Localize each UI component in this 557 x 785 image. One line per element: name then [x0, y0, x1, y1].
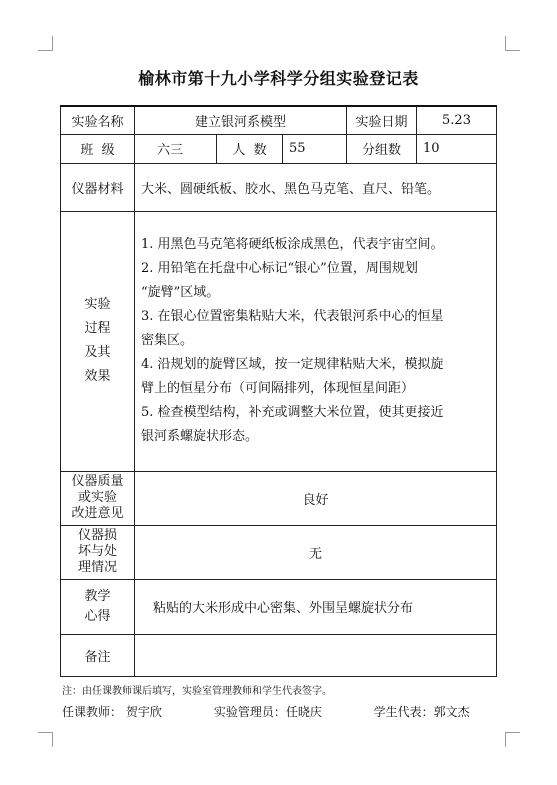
reflection-value: 粘贴的大米形成中心密集、外围呈螺旋状分布 [135, 579, 497, 634]
process-step-line: 3. 在银心位置密集粘贴大米，代表银河系中心的恒星 [141, 309, 444, 324]
materials-label: 仪器材料 [61, 163, 135, 211]
row-damage [61, 525, 497, 579]
process-label-line: 实验 [84, 297, 111, 312]
process-step-line: 臂上的恒星分布（可间隔排列，体现恒星间距） [141, 381, 415, 396]
row-quality [61, 471, 497, 525]
student-rep-signature: 学生代表：郭文杰 [373, 705, 470, 719]
remarks-value [135, 634, 497, 676]
experiment-name-label: 实验名称 [61, 106, 135, 134]
crop-mark-bottom-left [38, 732, 53, 747]
registration-table [60, 105, 497, 677]
experiment-date-label: 实验日期 [347, 106, 417, 134]
people-count-label: 人 数 [217, 134, 283, 163]
damage-value: 无 [135, 525, 497, 579]
group-count-value: 10 [417, 134, 497, 163]
remarks-label: 备注 [61, 634, 135, 676]
teacher-signature: 任课教师： 贺宇欣 [62, 705, 162, 719]
process-step-line: 1. 用黑色马克笔将硬纸板涂成黑色，代表宇宙空间。 [141, 237, 444, 252]
process-step-line: 5. 检查模型结构，补充或调整大米位置，使其更接近 [141, 405, 444, 420]
crop-mark-top-right [505, 36, 520, 51]
crop-mark-bottom-right [505, 732, 520, 747]
process-steps [135, 211, 497, 471]
process-step-line: 4. 沿规划的旋臂区域，按一定规律粘贴大米，模拟旋 [141, 357, 444, 372]
people-count-value: 55 [283, 134, 347, 163]
damage-label-line: 理情况 [77, 560, 117, 575]
process-label-line: 效果 [84, 369, 111, 384]
process-step-line: 银河系螺旋状形态。 [141, 429, 259, 444]
damage-label [61, 525, 135, 579]
experiment-date-value: 5.23 [417, 106, 497, 134]
process-label [61, 211, 135, 471]
row-remarks [61, 634, 497, 676]
signature-line [62, 703, 502, 720]
damage-label-line: 坏与处 [77, 544, 117, 559]
damage-label-line: 仪器损 [77, 528, 117, 543]
row-experiment-name [61, 106, 497, 134]
row-class-info [61, 134, 497, 163]
quality-label-line: 改进意见 [71, 506, 124, 521]
form-title: 榆林市第十九小学科学分组实验登记表 [138, 69, 419, 88]
group-count-label: 分组数 [347, 134, 417, 163]
reflection-label-line: 教学 [84, 588, 111, 604]
process-label-line: 过程 [84, 321, 111, 336]
quality-value: 良好 [135, 471, 497, 525]
materials-value: 大米、圆硬纸板、胶水、黑色马克笔、直尺、铅笔。 [135, 163, 497, 211]
quality-label-line: 仪器质量 [71, 474, 124, 489]
class-label: 班 级 [61, 134, 135, 163]
process-step-line: 密集区。 [141, 333, 194, 348]
quality-label-line: 或实验 [77, 490, 117, 505]
row-process [61, 211, 497, 471]
reflection-label-line: 心得 [84, 608, 111, 624]
process-step-line: “旋臂”区域。 [141, 285, 220, 300]
quality-label [61, 471, 135, 525]
reflection-label [61, 579, 135, 634]
row-reflection [61, 579, 497, 634]
row-materials [61, 163, 497, 211]
lab-manager-signature: 实验管理员：任晓庆 [213, 705, 322, 719]
crop-mark-top-left [38, 36, 53, 51]
class-value: 六三 [135, 134, 217, 163]
experiment-name-value: 建立银河系模型 [135, 106, 347, 134]
process-label-line: 及其 [84, 345, 111, 360]
footnote: 注：由任课教师课后填写，实验室管理教师和学生代表签字。 [62, 686, 332, 697]
process-step-line: 2. 用铅笔在托盘中心标记“银心”位置，周围规划 [141, 261, 418, 276]
